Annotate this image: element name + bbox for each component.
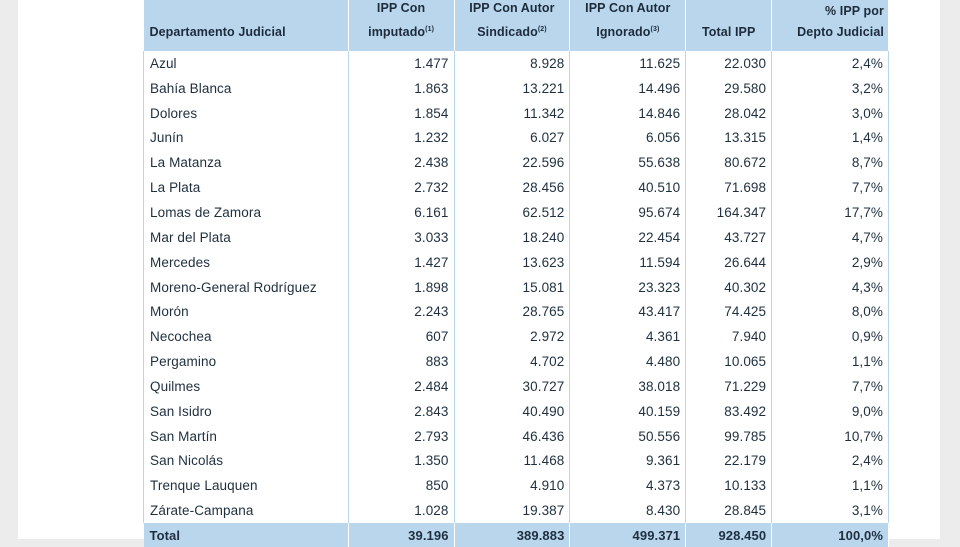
- value-cell: 9.361: [570, 449, 686, 474]
- value-cell: 55.638: [570, 150, 686, 175]
- value-cell: 95.674: [570, 200, 686, 225]
- value-cell: 14.846: [570, 101, 686, 126]
- value-cell: 13.315: [686, 126, 772, 151]
- value-cell: 6.056: [570, 126, 686, 151]
- value-cell: 43.417: [570, 299, 686, 324]
- value-cell: 850: [348, 473, 454, 498]
- total-value-cell: 499.371: [570, 523, 686, 547]
- value-cell: 1,1%: [772, 349, 889, 374]
- value-cell: 83.492: [686, 399, 772, 424]
- value-cell: 9,0%: [772, 399, 889, 424]
- footnote-marker: (2): [537, 25, 547, 33]
- department-name-cell: Mercedes: [144, 250, 349, 275]
- table-row: [144, 324, 889, 349]
- value-cell: 6.161: [348, 200, 454, 225]
- value-cell: 40.510: [570, 175, 686, 200]
- value-cell: 40.490: [454, 399, 570, 424]
- value-cell: 46.436: [454, 424, 570, 449]
- value-cell: 80.672: [686, 150, 772, 175]
- col-ignorado-header: [570, 0, 686, 51]
- value-cell: 28.845: [686, 498, 772, 523]
- table-row: [144, 250, 889, 275]
- total-row: [144, 523, 889, 547]
- value-cell: 4.373: [570, 473, 686, 498]
- total-value-cell: 928.450: [686, 523, 772, 547]
- value-cell: 4.480: [570, 349, 686, 374]
- value-cell: 2.438: [348, 150, 454, 175]
- value-cell: 74.425: [686, 299, 772, 324]
- value-cell: 18.240: [454, 225, 570, 250]
- total-value-cell: 100,0%: [772, 523, 889, 547]
- value-cell: 14.496: [570, 76, 686, 101]
- value-cell: 3,1%: [772, 498, 889, 523]
- table-row: [144, 225, 889, 250]
- value-cell: 15.081: [454, 275, 570, 300]
- value-cell: 10.065: [686, 349, 772, 374]
- value-cell: 11.342: [454, 101, 570, 126]
- ipp-table: [143, 0, 889, 547]
- value-cell: 2.484: [348, 374, 454, 399]
- value-cell: 17,7%: [772, 200, 889, 225]
- total-value-cell: 39.196: [348, 523, 454, 547]
- department-name-cell: Quilmes: [144, 374, 349, 399]
- value-cell: 1.854: [348, 101, 454, 126]
- table-row: [144, 299, 889, 324]
- value-cell: 8.430: [570, 498, 686, 523]
- value-cell: 2,4%: [772, 449, 889, 474]
- value-cell: 4.361: [570, 324, 686, 349]
- table-row: [144, 126, 889, 151]
- department-name-cell: Morón: [144, 299, 349, 324]
- header-line2: Total IPP: [701, 25, 756, 39]
- value-cell: 19.387: [454, 498, 570, 523]
- document-page: [18, 0, 940, 543]
- value-cell: 1,1%: [772, 473, 889, 498]
- value-cell: 6.027: [454, 126, 570, 151]
- value-cell: 164.347: [686, 200, 772, 225]
- total-value-cell: 389.883: [454, 523, 570, 547]
- value-cell: 4,3%: [772, 275, 889, 300]
- value-cell: 1.232: [348, 126, 454, 151]
- value-cell: 38.018: [570, 374, 686, 399]
- value-cell: 23.323: [570, 275, 686, 300]
- col-imputado-header: [348, 0, 454, 51]
- department-name-cell: Junín: [144, 126, 349, 151]
- department-name-cell: Azul: [144, 51, 349, 76]
- value-cell: 40.302: [686, 275, 772, 300]
- department-name-cell: La Matanza: [144, 150, 349, 175]
- value-cell: 1,4%: [772, 126, 889, 151]
- table-header: [144, 0, 889, 51]
- value-cell: 13.221: [454, 76, 570, 101]
- value-cell: 1.477: [348, 51, 454, 76]
- value-cell: 4.702: [454, 349, 570, 374]
- value-cell: 1.863: [348, 76, 454, 101]
- value-cell: 2,4%: [772, 51, 889, 76]
- value-cell: 8,0%: [772, 299, 889, 324]
- value-cell: 1.350: [348, 449, 454, 474]
- col-sindicado-header: [454, 0, 570, 51]
- department-name-cell: Pergamino: [144, 349, 349, 374]
- table-row: [144, 449, 889, 474]
- department-name-cell: Mar del Plata: [144, 225, 349, 250]
- value-cell: 4.910: [454, 473, 570, 498]
- value-cell: 8.928: [454, 51, 570, 76]
- table-row: [144, 349, 889, 374]
- value-cell: 22.030: [686, 51, 772, 76]
- value-cell: 11.625: [570, 51, 686, 76]
- value-cell: 2,9%: [772, 250, 889, 275]
- department-name-cell: Trenque Lauquen: [144, 473, 349, 498]
- header-line2: imputado: [368, 25, 426, 39]
- header-line2: Depto Judicial: [797, 25, 884, 39]
- value-cell: 62.512: [454, 200, 570, 225]
- table-row: [144, 150, 889, 175]
- table-footer: [144, 523, 889, 547]
- header-line1: IPP Con Autor: [585, 0, 671, 15]
- table-body: [144, 51, 889, 523]
- table-row: [144, 374, 889, 399]
- value-cell: 13.623: [454, 250, 570, 275]
- table-row: [144, 275, 889, 300]
- footnote-marker: (1): [425, 25, 435, 33]
- department-name-cell: Necochea: [144, 324, 349, 349]
- value-cell: 28.042: [686, 101, 772, 126]
- table-row: [144, 51, 889, 76]
- value-cell: 99.785: [686, 424, 772, 449]
- value-cell: 29.580: [686, 76, 772, 101]
- value-cell: 7,7%: [772, 374, 889, 399]
- header-line1: IPP Con: [376, 0, 426, 15]
- table-row: [144, 399, 889, 424]
- header-line2: Sindicado: [477, 25, 538, 39]
- value-cell: 10,7%: [772, 424, 889, 449]
- department-name-cell: Moreno-General Rodríguez: [144, 275, 349, 300]
- value-cell: 71.698: [686, 175, 772, 200]
- col-total-header: [686, 0, 772, 51]
- value-cell: 1.028: [348, 498, 454, 523]
- col-porcentaje-header: [772, 0, 889, 51]
- header-line2: Departamento Judicial: [149, 25, 286, 39]
- value-cell: 2.972: [454, 324, 570, 349]
- col-departamento-header: [144, 0, 349, 51]
- department-name-cell: La Plata: [144, 175, 349, 200]
- value-cell: 11.594: [570, 250, 686, 275]
- table-row: [144, 76, 889, 101]
- total-label-cell: Total: [144, 523, 349, 547]
- value-cell: 3,2%: [772, 76, 889, 101]
- value-cell: 40.159: [570, 399, 686, 424]
- department-name-cell: San Martín: [144, 424, 349, 449]
- header-line1: IPP Con Autor: [469, 0, 555, 15]
- department-name-cell: San Isidro: [144, 399, 349, 424]
- value-cell: 1.427: [348, 250, 454, 275]
- value-cell: 2.243: [348, 299, 454, 324]
- value-cell: 28.456: [454, 175, 570, 200]
- value-cell: 26.644: [686, 250, 772, 275]
- value-cell: 1.898: [348, 275, 454, 300]
- table-row: [144, 101, 889, 126]
- value-cell: 607: [348, 324, 454, 349]
- table-row: [144, 200, 889, 225]
- value-cell: 3,0%: [772, 101, 889, 126]
- value-cell: 50.556: [570, 424, 686, 449]
- header-line2: Ignorado: [596, 25, 651, 39]
- value-cell: 0,9%: [772, 324, 889, 349]
- value-cell: 43.727: [686, 225, 772, 250]
- value-cell: 2.843: [348, 399, 454, 424]
- table-row: [144, 498, 889, 523]
- value-cell: 2.793: [348, 424, 454, 449]
- department-name-cell: Dolores: [144, 101, 349, 126]
- value-cell: 22.454: [570, 225, 686, 250]
- table-row: [144, 175, 889, 200]
- table-row: [144, 424, 889, 449]
- value-cell: 3.033: [348, 225, 454, 250]
- value-cell: 8,7%: [772, 150, 889, 175]
- department-name-cell: Lomas de Zamora: [144, 200, 349, 225]
- value-cell: 22.179: [686, 449, 772, 474]
- value-cell: 7.940: [686, 324, 772, 349]
- department-name-cell: Zárate-Campana: [144, 498, 349, 523]
- value-cell: 28.765: [454, 299, 570, 324]
- value-cell: 2.732: [348, 175, 454, 200]
- department-name-cell: San Nicolás: [144, 449, 349, 474]
- value-cell: 4,7%: [772, 225, 889, 250]
- value-cell: 7,7%: [772, 175, 889, 200]
- value-cell: 22.596: [454, 150, 570, 175]
- department-name-cell: Bahía Blanca: [144, 76, 349, 101]
- value-cell: 30.727: [454, 374, 570, 399]
- footnote-marker: (3): [650, 25, 660, 33]
- value-cell: 883: [348, 349, 454, 374]
- table-row: [144, 473, 889, 498]
- header-line1: % IPP por: [824, 4, 884, 18]
- value-cell: 11.468: [454, 449, 570, 474]
- value-cell: 10.133: [686, 473, 772, 498]
- value-cell: 71.229: [686, 374, 772, 399]
